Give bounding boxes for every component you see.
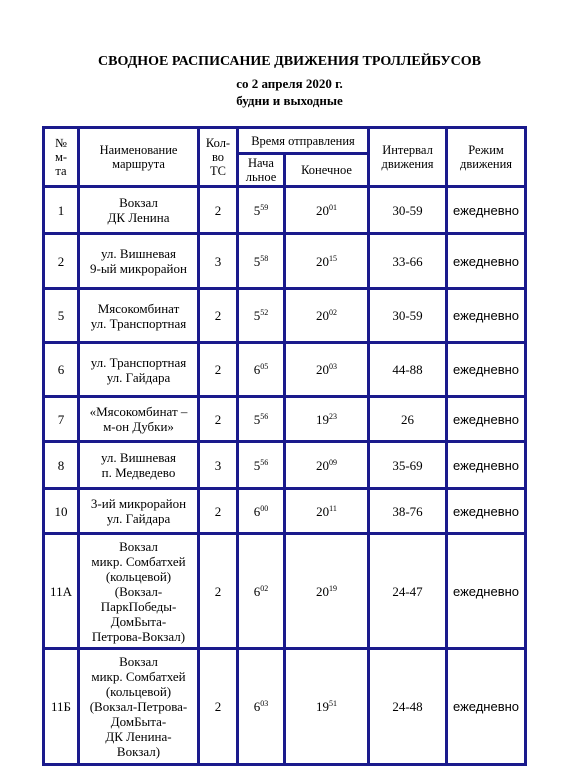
end-minutes: 01 — [329, 202, 337, 212]
route-name: «Мясокомбинат – м-он Дубки» — [79, 397, 199, 442]
start-time — [238, 649, 285, 765]
header-interval: Интервал движения — [369, 128, 447, 187]
route-number: 11А — [44, 534, 79, 649]
header-vehicle-count: Кол- во ТС — [199, 128, 238, 187]
interval: 24-48 — [369, 649, 447, 765]
table-row — [44, 289, 526, 343]
table-row — [44, 234, 526, 289]
end-minutes: 15 — [329, 253, 337, 263]
start-hour: 6 — [253, 503, 261, 519]
start-time — [238, 442, 285, 489]
end-time — [285, 489, 369, 534]
end-hour: 20 — [316, 503, 330, 519]
start-minutes: 02 — [260, 583, 269, 593]
vehicle-count: 2 — [199, 289, 238, 343]
start-time — [238, 534, 285, 649]
interval: 38-76 — [369, 489, 447, 534]
route-number: 11Б — [44, 649, 79, 765]
end-time — [285, 289, 369, 343]
route-number: 1 — [44, 187, 79, 234]
table-row — [44, 187, 526, 234]
end-time — [285, 534, 369, 649]
end-time — [285, 442, 369, 489]
schedule-table — [42, 126, 527, 766]
end-hour: 20 — [316, 583, 329, 599]
start-hour: 5 — [253, 457, 261, 473]
vehicle-count: 3 — [199, 234, 238, 289]
end-minutes: 51 — [329, 699, 337, 708]
end-hour: 20 — [316, 308, 329, 323]
start-minutes: 00 — [260, 503, 269, 513]
end-hour: 20 — [316, 253, 329, 269]
table-row — [44, 534, 526, 649]
start-hour: 5 — [253, 202, 261, 218]
vehicle-count: 2 — [199, 397, 238, 442]
vehicle-count: 2 — [199, 187, 238, 234]
start-time — [238, 489, 285, 534]
mode: ежедневно — [447, 187, 526, 234]
mode: ежедневно — [447, 442, 526, 489]
interval: 30-59 — [369, 289, 447, 343]
table-row — [44, 397, 526, 442]
end-time — [285, 234, 369, 289]
end-time — [285, 343, 369, 397]
end-minutes: 23 — [329, 411, 337, 421]
table-row — [44, 343, 526, 397]
end-minutes: 11 — [329, 503, 337, 513]
vehicle-count: 2 — [199, 649, 238, 765]
end-minutes: 03 — [329, 362, 337, 371]
header-end-time: Конечное — [285, 154, 369, 187]
end-minutes: 19 — [329, 583, 337, 593]
start-hour: 6 — [253, 583, 261, 599]
route-name: Вокзал ДК Ленина — [79, 187, 199, 234]
start-minutes: 05 — [260, 362, 269, 371]
interval: 30-59 — [369, 187, 447, 234]
vehicle-count: 2 — [199, 534, 238, 649]
end-time — [285, 649, 369, 765]
route-name: 3-ий микрорайон ул. Гайдара — [79, 489, 199, 534]
route-name: Мясокомбинат ул. Транспортная — [79, 289, 199, 343]
start-hour: 6 — [253, 699, 261, 714]
mode: ежедневно — [447, 343, 526, 397]
route-number: 2 — [44, 234, 79, 289]
header-route-name: Наименование маршрута — [79, 128, 199, 187]
end-hour: 20 — [316, 202, 329, 218]
mode: ежедневно — [447, 397, 526, 442]
end-hour: 19 — [316, 699, 329, 714]
vehicle-count: 2 — [199, 343, 238, 397]
header-start-time: Нача льное — [238, 154, 285, 187]
end-time — [285, 187, 369, 234]
interval: 33-66 — [369, 234, 447, 289]
start-minutes: 52 — [260, 308, 269, 317]
mode: ежедневно — [447, 534, 526, 649]
vehicle-count: 3 — [199, 442, 238, 489]
mode: ежедневно — [447, 289, 526, 343]
route-name: Вокзал микр. Сомбатхей (кольцевой) (Вокзал- ПаркПобеды- ДомБыта- Петрова-Вокзал) — [79, 534, 199, 649]
start-minutes: 58 — [260, 253, 269, 263]
document-title: СВОДНОЕ РАСПИСАНИЕ ДВИЖЕНИЯ ТРОЛЛЕЙБУСОВ — [98, 54, 481, 69]
route-number: 8 — [44, 442, 79, 489]
document-days: будни и выходные — [236, 93, 343, 108]
route-name: Вокзал микр. Сомбатхей (кольцевой) (Вокзал-Петрова- ДомБыта- ДК Ленина- Вокзал) — [79, 649, 199, 765]
start-time — [238, 343, 285, 397]
interval: 24-47 — [369, 534, 447, 649]
end-time — [285, 397, 369, 442]
start-minutes: 56 — [260, 457, 269, 467]
end-hour: 19 — [316, 411, 329, 427]
table-row — [44, 489, 526, 534]
start-time — [238, 187, 285, 234]
start-minutes: 03 — [260, 699, 269, 708]
start-hour: 5 — [253, 411, 261, 427]
document-date: со 2 апреля 2020 г. — [236, 76, 343, 91]
header-route-number: № м- та — [44, 128, 79, 187]
start-minutes: 56 — [260, 411, 269, 421]
mode: ежедневно — [447, 649, 526, 765]
start-time — [238, 289, 285, 343]
mode: ежедневно — [447, 489, 526, 534]
end-hour: 20 — [316, 362, 329, 377]
start-time — [238, 234, 285, 289]
route-number: 5 — [44, 289, 79, 343]
end-minutes: 09 — [329, 457, 337, 467]
route-name: ул. Вишневая 9-ый микрорайон — [79, 234, 199, 289]
interval: 44-88 — [369, 343, 447, 397]
end-minutes: 02 — [329, 308, 337, 317]
route-name: ул. Вишневая п. Медведево — [79, 442, 199, 489]
vehicle-count: 2 — [199, 489, 238, 534]
route-number: 6 — [44, 343, 79, 397]
start-hour: 5 — [253, 253, 261, 269]
start-hour: 5 — [253, 308, 261, 323]
mode: ежедневно — [447, 234, 526, 289]
route-number: 10 — [44, 489, 79, 534]
interval: 26 — [369, 397, 447, 442]
start-time — [238, 397, 285, 442]
route-name: ул. Транспортная ул. Гайдара — [79, 343, 199, 397]
end-hour: 20 — [316, 457, 329, 473]
header-departure-time: Время отправления — [238, 128, 369, 154]
route-number: 7 — [44, 397, 79, 442]
start-hour: 6 — [253, 362, 261, 377]
interval: 35-69 — [369, 442, 447, 489]
header-mode: Режим движения — [447, 128, 526, 187]
table-row — [44, 649, 526, 765]
start-minutes: 59 — [260, 202, 269, 212]
table-row — [44, 442, 526, 489]
